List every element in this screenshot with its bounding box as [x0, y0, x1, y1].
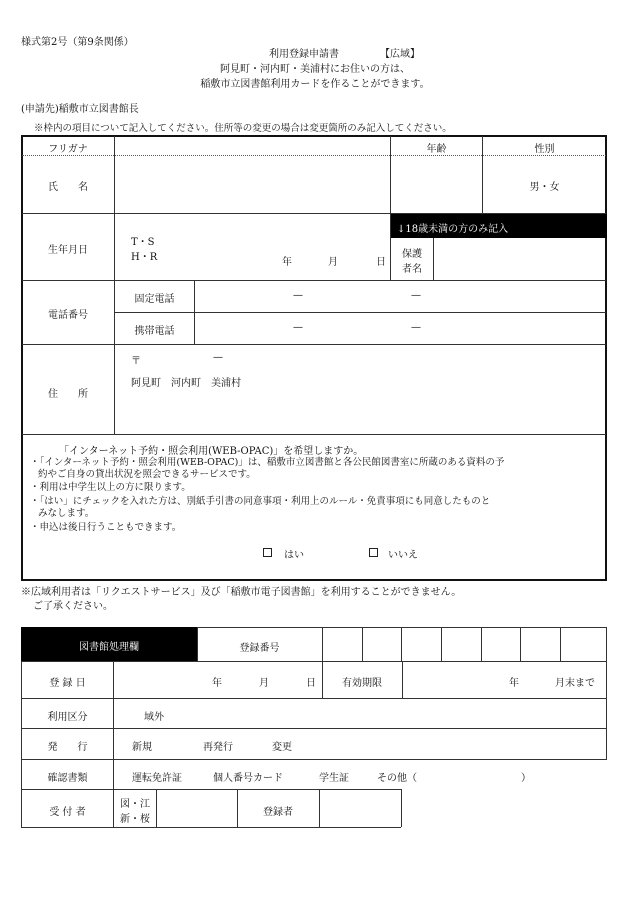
dob-month-label: 月 — [328, 257, 338, 268]
landline-dash-2: — — [411, 290, 421, 301]
issue-new[interactable]: 新規 — [132, 742, 152, 753]
office-label-col — [113, 661, 114, 827]
issue-change[interactable]: 変更 — [272, 742, 292, 753]
minor-banner — [391, 214, 607, 238]
guardian-label-1: 保護 — [402, 249, 422, 260]
gender-options[interactable]: 男・女 — [529, 182, 560, 193]
id-docs-label: 確認書類 — [47, 773, 88, 784]
opac-yes-label: はい — [284, 550, 304, 561]
reg-date-month: 月 — [259, 678, 269, 689]
office-col-line — [402, 661, 403, 698]
validity-label: 有効期限 — [342, 678, 382, 689]
id-license[interactable]: 運転免許証 — [132, 773, 182, 784]
reg-number-label: 登録番号 — [239, 643, 280, 654]
header-subtitle-1: 阿見町・河内町・美浦村にお住いの方は、 — [220, 64, 410, 75]
mobile-dash-1: — — [293, 322, 303, 333]
office-col-line — [401, 789, 402, 827]
row-divider — [22, 434, 606, 435]
opac-note-3a: ・「はい」にチェックを入れた方は、別紙手引書の同意事項・利用上のルール・免責事項にも同意したものと — [30, 496, 491, 507]
gender-label: 性別 — [534, 144, 555, 155]
office-header — [21, 627, 197, 661]
reg-digit-line — [322, 627, 323, 661]
category-value: 域外 — [144, 712, 164, 723]
landline-label: 固定電話 — [134, 294, 175, 305]
era-option-2[interactable]: H・R — [131, 252, 158, 263]
guardian-label-2: 者名 — [402, 264, 422, 275]
reg-digit-line — [481, 627, 482, 661]
branch-line-1: 図・江 — [120, 799, 150, 810]
validity-end-month: 月末まで — [555, 678, 595, 689]
col-divider — [194, 280, 195, 344]
reg-digit-line — [560, 627, 561, 661]
address-towns[interactable]: 阿見町 河内町 美浦村 — [131, 378, 241, 389]
reg-digit-line — [520, 627, 521, 661]
office-header-text: 図書館処理欄 — [79, 642, 139, 653]
id-other-close: ） — [521, 773, 531, 784]
opac-note-1b: 約やご自身の貸出状況を照会できるサービスです。 — [38, 469, 256, 480]
dob-day-label: 日 — [376, 257, 386, 268]
furigana-label: フリガナ — [48, 144, 88, 155]
row-divider — [22, 344, 606, 345]
id-student[interactable]: 学生証 — [319, 773, 349, 784]
category-label: 利用区分 — [47, 712, 88, 723]
furigana-divider — [22, 155, 606, 156]
age-label: 年齢 — [426, 144, 447, 155]
office-row-line — [21, 698, 607, 699]
header-subtitle-2: 稲敷市立図書館利用カードを作ることができます。 — [200, 79, 430, 90]
col-divider — [433, 238, 434, 280]
issue-label: 発 行 — [47, 742, 88, 753]
issue-reissue[interactable]: 再発行 — [203, 742, 233, 753]
postal-dash: — — [213, 352, 223, 363]
reg-date-year: 年 — [212, 678, 222, 689]
mobile-label: 携帯電話 — [134, 326, 175, 337]
phone-label: 電話番号 — [48, 310, 88, 321]
row-divider — [22, 280, 606, 281]
dob-label: 生年月日 — [48, 245, 88, 256]
form-title: 利用登録申請書 — [269, 49, 339, 60]
name-label: 氏 名 — [48, 182, 88, 193]
office-row-line — [21, 759, 607, 760]
office-row-line — [21, 789, 401, 790]
reg-digit-line — [362, 627, 363, 661]
opac-note-1a: ・「インターネット予約・照会利用(WEB-OPAC)」は、稲敷市立図書館と各公民館図書室に所蔵のある資料の予 — [30, 457, 505, 468]
opac-note-4: ・申込は後日行うこともできます。 — [30, 522, 182, 533]
opac-note-2: ・利用は中学生以上の方に限ります。 — [30, 482, 191, 493]
dob-year-label: 年 — [282, 257, 292, 268]
branch-line-2: 新・桜 — [120, 814, 150, 825]
opac-no-label: いいえ — [388, 550, 418, 561]
form-tag: 【広域】 — [380, 49, 420, 60]
reg-digit-line — [401, 627, 402, 661]
era-option-1[interactable]: T・S — [131, 237, 155, 248]
postal-mark: 〒 — [131, 356, 141, 367]
registrar-label: 登録者 — [263, 807, 293, 818]
instruction: ※枠内の項目について記入してください。住所等の変更の場合は変更箇所のみ記入してください。 — [34, 123, 452, 134]
footnote-2: ご了承ください。 — [33, 601, 113, 612]
addressee: (申請先)稲敷市立図書館長 — [21, 104, 139, 115]
minor-banner-text: ↓18歳未満の方のみ記入 — [397, 224, 509, 235]
mobile-dash-2: — — [411, 322, 421, 333]
opac-no-checkbox[interactable] — [369, 548, 378, 557]
opac-yes-checkbox[interactable] — [263, 548, 272, 557]
office-row-line — [21, 728, 607, 729]
opac-question: 「インターネット予約・照会利用(WEB-OPAC)」を希望しますか。 — [59, 446, 364, 457]
address-label: 住 所 — [48, 389, 88, 400]
landline-dash-1: — — [293, 290, 303, 301]
form-number: 様式第2号（第9条関係） — [21, 37, 134, 48]
reg-date-label: 登 録 日 — [49, 678, 86, 689]
footnote-1: ※広域利用者は「リクエストサービス」及び「稲敷市電子図書館」を利用することができません。 — [21, 587, 462, 598]
id-mynumber[interactable]: 個人番号カード — [213, 773, 283, 784]
opac-note-3b: みなします。 — [38, 508, 95, 519]
office-right-border — [606, 627, 607, 759]
office-row-line — [21, 661, 607, 662]
reg-digit-line — [441, 627, 442, 661]
office-row-line — [21, 827, 401, 828]
id-other[interactable]: その他（ — [377, 773, 417, 784]
office-col-line — [319, 789, 320, 827]
office-col-line — [156, 789, 157, 827]
row-divider — [114, 312, 606, 313]
reg-date-day: 日 — [306, 678, 316, 689]
validity-year: 年 — [509, 678, 519, 689]
receiver-label: 受 付 者 — [49, 807, 86, 818]
col-divider — [114, 136, 115, 434]
office-top-border — [197, 627, 607, 628]
